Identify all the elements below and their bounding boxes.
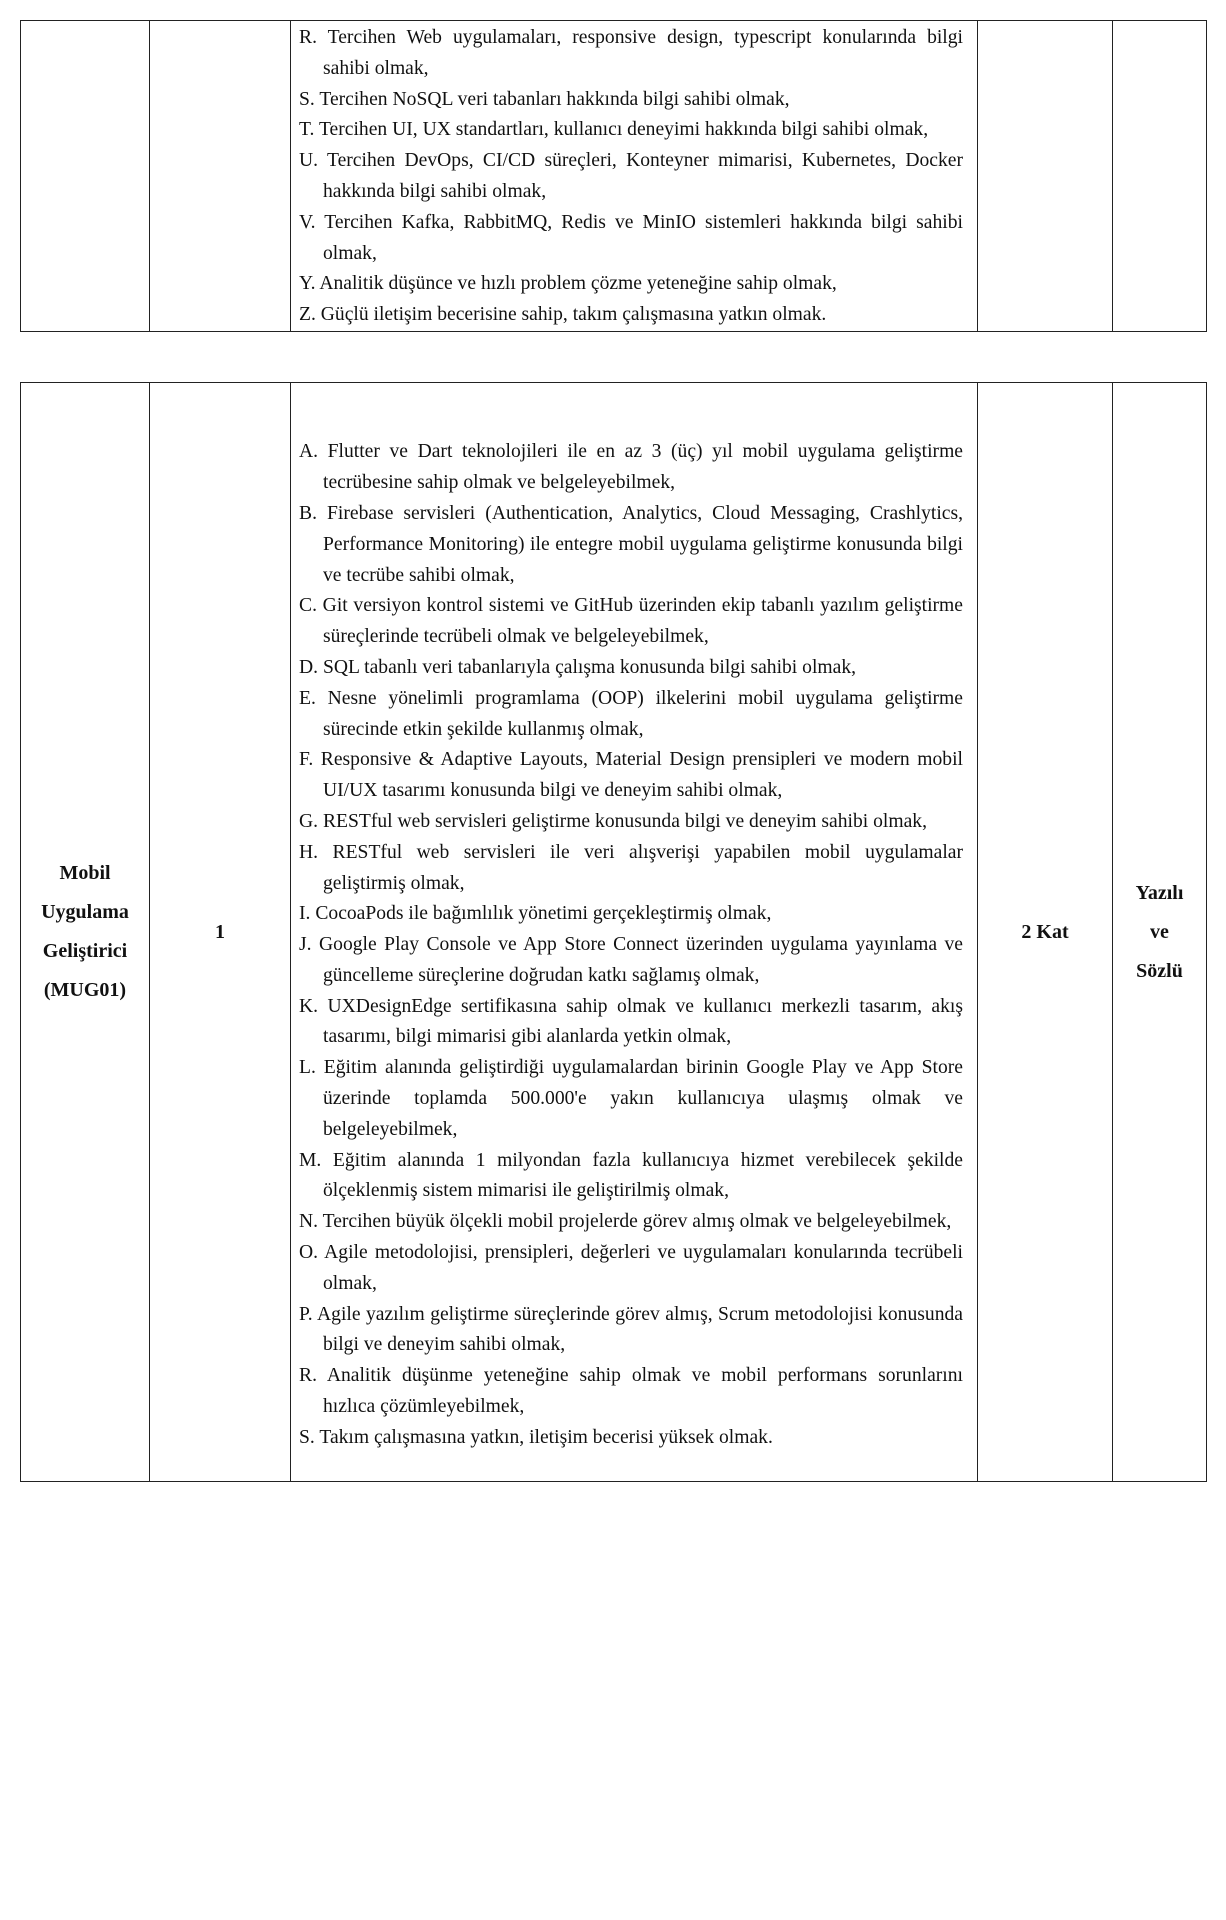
requirement-item: D. SQL tabanlı veri tabanlarıyla çalışma konusunda bilgi sahibi olmak, <box>299 656 857 678</box>
requirements-list <box>291 410 977 1453</box>
table-row <box>21 383 1207 1482</box>
requirement-item: S. Takım çalışmasına yatkın, iletişim becerisi yüksek olmak. <box>299 1426 773 1448</box>
table-row <box>21 21 1207 332</box>
exam-type-line: ve <box>1150 920 1169 943</box>
requirement-item: G. RESTful web servisleri geliştirme konusunda bilgi ve deneyim sahibi olmak, <box>299 810 927 832</box>
requirement-item: F. Responsive & Adaptive Layouts, Material Design prensipleri ve modern mobil UI/UX tasarımı konusunda bilgi ve deneyim sahibi olmak, <box>299 749 963 802</box>
requirement-item: M. Eğitim alanında 1 milyondan fazla kullanıcıya hizmet verebilecek şekilde ölçeklenmiş sistem mimarisi ile geliştirilmiş olmak, <box>299 1149 963 1202</box>
requirement-item: P. Agile yazılım geliştirme süreçlerinde görev almış, Scrum metodolojisi konusunda bilgi ve deneyim sahibi olmak, <box>299 1303 963 1356</box>
multiplier-cell <box>978 21 1113 332</box>
exam-cell <box>1113 21 1207 332</box>
requirement-item: V. Tercihen Kafka, RabbitMQ, Redis ve MinIO sistemleri hakkında bilgi sahibi olmak, <box>299 211 963 264</box>
position-code: (MUG01) <box>43 979 127 1001</box>
exam-type-line: Yazılı <box>1135 881 1184 904</box>
requirement-item: T. Tercihen UI, UX standartları, kullanıcı deneyimi hakkında bilgi sahibi olmak, <box>299 119 929 141</box>
requirement-item: S. Tercihen NoSQL veri tabanları hakkında bilgi sahibi olmak, <box>299 88 790 110</box>
requirement-item: K. UXDesignEdge sertifikasına sahip olmak ve kullanıcı merkezli tasarım, akış tasarımı, bilgi mimarisi gibi alanlarda yetkin olmak, <box>299 995 963 1048</box>
count-cell <box>150 21 291 332</box>
exam-cell <box>1113 383 1207 1482</box>
position-cell <box>21 383 150 1482</box>
continuation-table <box>20 20 1207 332</box>
requirement-item: R. Tercihen Web uygulamaları, responsive design, typescript konularında bilgi sahibi olmak, <box>299 27 963 79</box>
requirement-item: A. Flutter ve Dart teknolojileri ile en az 3 (üç) yıl mobil uygulama geliştirme tecrübesine sahip olmak ve belgeleyebilmek, <box>299 441 963 494</box>
requirement-item: Z. Güçlü iletişim becerisine sahip, takım çalışmasına yatkın olmak. <box>299 304 827 326</box>
position-table <box>20 382 1207 1482</box>
requirement-item: J. Google Play Console ve App Store Connect üzerinden uygulama yayınlama ve güncelleme süreçlerine doğrudan katkı sağlamış olmak, <box>299 934 963 986</box>
multiplier-cell: 2 Kat <box>978 383 1113 1482</box>
exam-type-line: Sözlü <box>1136 959 1183 982</box>
requirements-list <box>291 21 977 331</box>
position-cell <box>21 21 150 332</box>
requirement-item: E. Nesne yönelimli programlama (OOP) ilkelerini mobil uygulama geliştirme sürecinde etkin şekilde kullanmış olmak, <box>299 687 963 740</box>
requirement-item: Y. Analitik düşünce ve hızlı problem çözme yeteneğine sahip olmak, <box>299 273 837 295</box>
position-title-line: Uygulama <box>41 901 129 923</box>
requirements-cell <box>291 383 978 1482</box>
requirement-item: N. Tercihen büyük ölçekli mobil projelerde görev almış olmak ve belgeleyebilmek, <box>299 1211 952 1233</box>
requirement-item: U. Tercihen DevOps, CI/CD süreçleri, Konteyner mimarisi, Kubernetes, Docker hakkında bilgi sahibi olmak, <box>299 150 963 202</box>
requirement-item: L. Eğitim alanında geliştirdiği uygulamalardan birinin Google Play ve App Store üzerinde toplamda 500.000'e yakın kullanıcıya ulaşmış olmak ve belgeleyebilmek, <box>299 1057 963 1140</box>
position-title-line: Geliştirici <box>42 940 128 962</box>
count-cell: 1 <box>150 383 291 1482</box>
requirements-cell <box>291 21 978 332</box>
requirement-item: I. CocoaPods ile bağımlılık yönetimi gerçekleştirmiş olmak, <box>299 903 772 925</box>
requirement-item: H. RESTful web servisleri ile veri alışverişi yapabilen mobil uygulamalar geliştirmiş olmak, <box>299 841 963 894</box>
requirement-item: R. Analitik düşünme yeteneğine sahip olmak ve mobil performans sorunlarını hızlıca çözümleyebilmek, <box>299 1365 963 1418</box>
requirement-item: C. Git versiyon kontrol sistemi ve GitHub üzerinden ekip tabanlı yazılım geliştirme süreçlerinde tecrübeli olmak ve belgeleyebilmek, <box>299 595 963 648</box>
requirement-item: B. Firebase servisleri (Authentication, Analytics, Cloud Messaging, Crashlytics, Performance Monitoring) ile entegre mobil uygulama geliştirme konusunda bilgi ve tecrübe sahibi olmak, <box>299 502 963 586</box>
requirement-item: O. Agile metodolojisi, prensipleri, değerleri ve uygulamaları konularında tecrübeli olmak, <box>299 1242 963 1294</box>
position-title-line: Mobil <box>59 862 111 884</box>
